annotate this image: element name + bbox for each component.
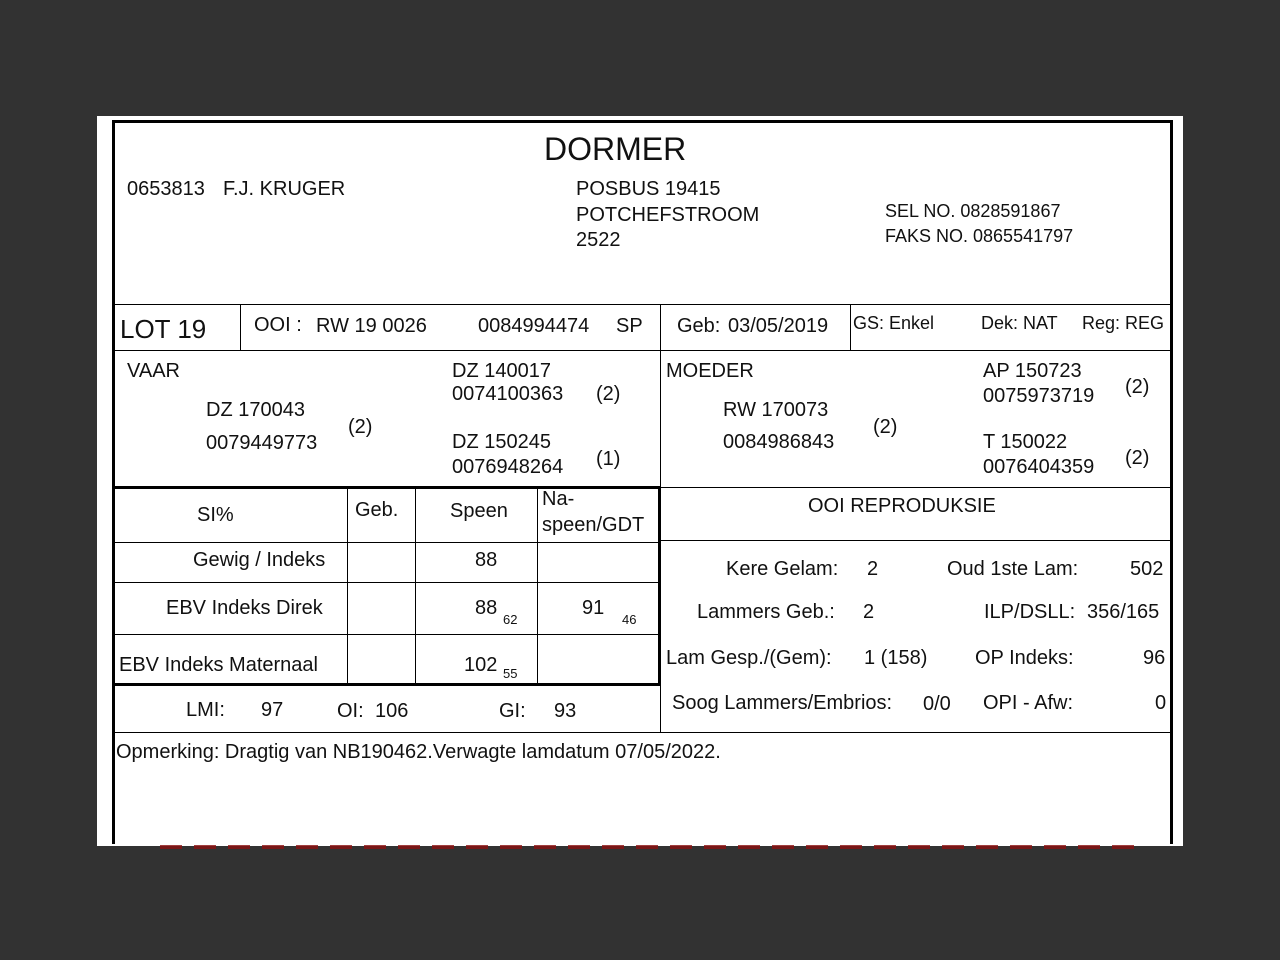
breed-title: DORMER [544, 131, 687, 167]
ooi-id: RW 19 0026 [316, 315, 427, 337]
soog-label: Soog Lammers/Embrios: [672, 692, 893, 714]
gi-value: 93 [554, 700, 577, 722]
naspeen-header: Na- [542, 488, 575, 510]
dam-sire-registration: 0075973719 [983, 385, 1095, 407]
geb-header: Geb. [355, 499, 399, 521]
oud-label: Oud 1ste Lam: [947, 558, 1079, 580]
divider [240, 304, 241, 350]
gs-value: GS: Enkel [853, 313, 935, 333]
divider [537, 487, 538, 685]
sire-id: DZ 170043 [206, 399, 305, 421]
row-label: EBV Indeks Direk [166, 597, 323, 619]
oi-label: OI: [337, 700, 364, 722]
owner-id: 0653813 [127, 178, 205, 200]
divider [115, 634, 661, 635]
ooi-registration: 0084994474 [478, 315, 590, 337]
divider [115, 683, 661, 686]
oi-value: 106 [375, 700, 409, 722]
birth-date: 03/05/2019 [728, 315, 829, 337]
divider [660, 685, 661, 733]
sire-sire-grade: (2) [596, 383, 621, 405]
op-value: 96 [1143, 647, 1166, 669]
kere-label: Kere Gelam: [726, 558, 839, 580]
dek-value: Dek: NAT [981, 313, 1058, 333]
sire-label: VAAR [127, 360, 180, 382]
divider [347, 487, 348, 685]
divider [658, 487, 661, 685]
gesp-label: Lam Gesp./(Gem): [666, 647, 832, 669]
address-line-3: 2522 [576, 229, 621, 251]
divider [661, 487, 1173, 488]
reproduction-title: OOI REPRODUKSIE [808, 495, 996, 517]
owner-name: F.J. KRUGER [223, 178, 346, 200]
speen-accuracy: 55 [503, 666, 518, 681]
naspeen-accuracy: 46 [622, 612, 637, 627]
divider [115, 542, 661, 543]
speen-header: Speen [450, 500, 508, 522]
row-label: Gewig / Indeks [193, 549, 326, 571]
soog-value: 0/0 [923, 693, 951, 715]
remark: Opmerking: Dragtig van NB190462.Verwagte lamdatum 07/05/2022. [116, 741, 721, 763]
si-header: SI% [197, 504, 234, 526]
divider [415, 487, 416, 685]
birth-label: Geb: [677, 315, 721, 337]
dam-dam-grade: (2) [1125, 447, 1150, 469]
gesp-value: 1 (158) [864, 647, 928, 669]
speen-accuracy: 62 [503, 612, 518, 627]
cut-off-text-strip [160, 845, 1140, 849]
lmi-value: 97 [261, 699, 284, 721]
phone-number: SEL NO. 0828591867 [885, 201, 1061, 221]
divider [115, 350, 1173, 351]
lot-number: LOT 19 [120, 314, 207, 344]
divider [115, 732, 1173, 733]
lammers-value: 2 [863, 601, 875, 623]
op-label: OP Indeks: [975, 647, 1074, 669]
speen-value: 102 [464, 654, 498, 676]
divider [850, 304, 851, 350]
sire-dam-registration: 0076948264 [452, 456, 564, 478]
sire-grade: (2) [348, 416, 373, 438]
dam-grade: (2) [873, 416, 898, 438]
dam-dam-id: T 150022 [983, 431, 1068, 453]
dam-registration: 0084986843 [723, 431, 835, 453]
oud-value: 502 [1130, 558, 1164, 580]
divider [661, 540, 1173, 541]
sire-dam-id: DZ 150245 [452, 431, 551, 453]
divider [660, 304, 661, 488]
divider [115, 304, 1173, 305]
lammers-label: Lammers Geb.: [697, 601, 835, 623]
dam-sire-id: AP 150723 [983, 360, 1082, 382]
ooi-label: OOI : [254, 314, 302, 336]
reg-value: Reg: REG [1082, 313, 1165, 333]
speen-value: 88 [475, 549, 498, 571]
sire-dam-grade: (1) [596, 448, 621, 470]
opi-value: 0 [1155, 692, 1167, 714]
ooi-code: SP [616, 315, 643, 337]
sale-card [112, 120, 1173, 844]
speen-value: 88 [475, 597, 498, 619]
sire-sire-registration: 0074100363 [452, 383, 564, 405]
gi-label: GI: [499, 700, 526, 722]
naspeen-header: speen/GDT [542, 514, 645, 536]
divider [115, 486, 661, 489]
ilp-value: 356/165 [1087, 601, 1160, 623]
dam-label: MOEDER [666, 360, 754, 382]
dam-id: RW 170073 [723, 399, 829, 421]
address-line-1: POSBUS 19415 [576, 178, 721, 200]
divider [115, 582, 661, 583]
address-line-2: POTCHEFSTROOM [576, 204, 760, 226]
fax-number: FAKS NO. 0865541797 [885, 226, 1074, 246]
row-label: EBV Indeks Maternaal [119, 654, 318, 676]
naspeen-value: 91 [582, 597, 605, 619]
kere-value: 2 [867, 558, 879, 580]
dam-sire-grade: (2) [1125, 376, 1150, 398]
sire-sire-id: DZ 140017 [452, 360, 551, 382]
lmi-label: LMI: [186, 699, 225, 721]
opi-label: OPI - Afw: [983, 692, 1074, 714]
dam-dam-registration: 0076404359 [983, 456, 1095, 478]
ilp-label: ILP/DSLL: [984, 601, 1076, 623]
sire-registration: 0079449773 [206, 432, 318, 454]
